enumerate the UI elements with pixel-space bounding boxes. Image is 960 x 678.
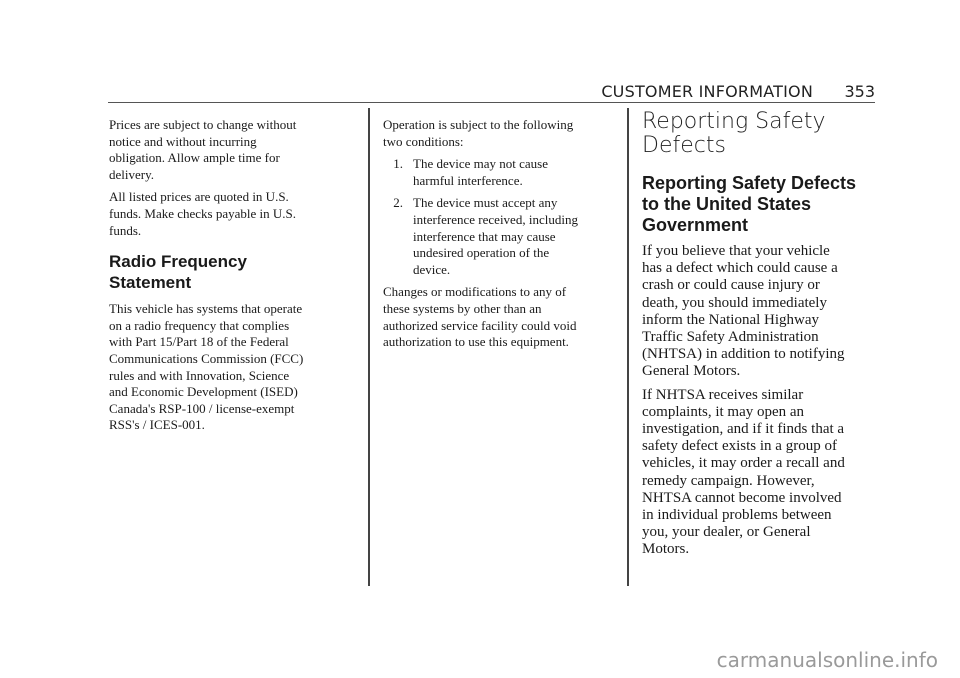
- section-title: CUSTOMER INFORMATION: [601, 82, 813, 101]
- watermark: carmanualsonline.info: [716, 648, 938, 672]
- list-number: 2.: [393, 195, 403, 211]
- list-number: 1.: [393, 156, 403, 172]
- paragraph: Prices are subject to change without notice and without incurring obligation. Allow ample time for delivery.: [109, 117, 297, 182]
- paragraph: Changes or modifications to any of these systems by other than an authorized service facility could void authorization to use this equipment.: [383, 284, 577, 350]
- paragraph: This vehicle has systems that operate on a radio frequency that complies with Part 15/Part 18 of the Federal Communications Commission (FCC) rules and with Innovation, Science and Economic Development (ISED) Canada's RSP-100 / license-exempt RSS's / ICES-001.: [109, 301, 304, 433]
- list-text: The device must accept any interference received, including interference that may cause undesired operation of the device.: [413, 195, 578, 277]
- column-1: [109, 117, 359, 440]
- column-2: [383, 117, 623, 357]
- paragraph: If NHTSA receives similar complaints, it may open an investigation, and if it finds that a safety defect exists in a group of vehicles, it may order a recall and remedy campaign. However, NHTSA cannot become involved in individual problems between you, your dealer, or General Motors.: [642, 386, 845, 558]
- list-item: [383, 195, 623, 278]
- paragraph: All listed prices are quoted in U.S. funds. Make checks payable in U.S. funds.: [109, 189, 297, 238]
- list-item: [383, 156, 623, 189]
- column-divider: [368, 108, 370, 586]
- paragraph: Operation is subject to the following two conditions:: [383, 117, 574, 149]
- column-divider: [627, 108, 629, 586]
- page-header: [108, 80, 875, 103]
- paragraph: If you believe that your vehicle has a defect which could cause a crash or could cause injury or death, you should immediately inform the National Highway Traffic Safety Administration (NHTSA) in addition to notifying General Motors.: [642, 243, 845, 380]
- conditions-list: [383, 156, 623, 278]
- section-heading: Radio Frequency Statement: [109, 252, 247, 293]
- section-heading: Reporting Safety Defects to the United States Government: [642, 173, 857, 235]
- list-text: The device may not cause harmful interference.: [413, 156, 548, 188]
- column-3: [642, 110, 892, 565]
- chapter-title: Reporting Safety Defects: [642, 109, 826, 158]
- page-number: 353: [844, 82, 875, 101]
